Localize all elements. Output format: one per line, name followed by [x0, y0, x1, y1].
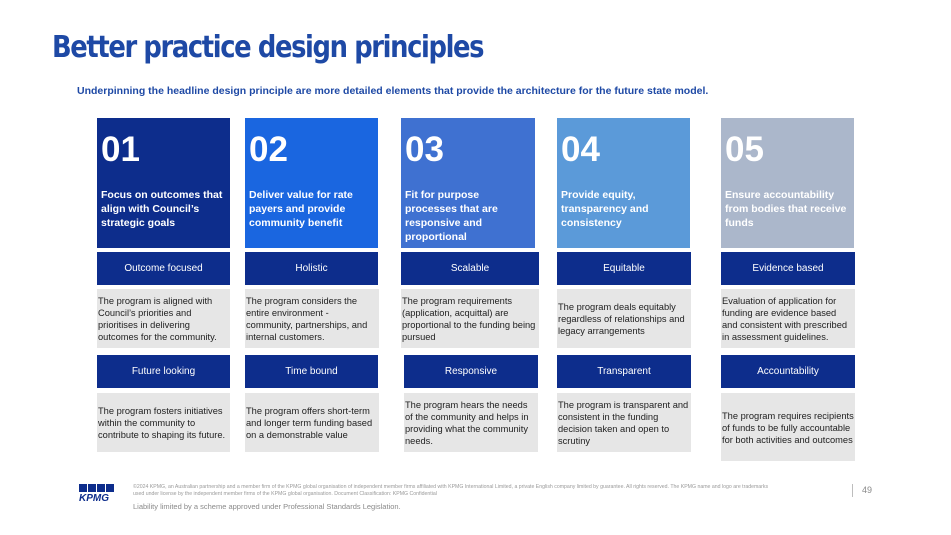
- footer-legal-text: ©2024 KPMG, an Australian partnership and a member firm of the KPMG global organisation of independent member firms affiliated with KPMG International Limited, a private English company limited by guarantee. All rights reserved. The KPMG name and logo are trademarks used under license by the independent member firms of the KPMG global organisation. Document Classification: KPMG Confidential: [133, 484, 769, 497]
- slide-subtitle: Underpinning the headline design principle are more detailed elements that provide the architecture for the future state model.: [77, 85, 709, 97]
- footer-liability-text: Liability limited by a scheme approved under Professional Standards Legislation.: [133, 502, 401, 511]
- principle-card: [721, 118, 854, 248]
- attribute-label: Evidence based: [721, 252, 855, 285]
- attribute-label: Future looking: [97, 355, 230, 388]
- kpmg-logo-text: KPMG: [79, 493, 109, 503]
- attribute-description: The program considers the entire environment - community, partnerships, and internal customers.: [245, 289, 379, 348]
- attribute-label: Outcome focused: [97, 252, 230, 285]
- principle-number: 02: [249, 130, 288, 169]
- attribute-description: The program is transparent and consistent in the funding decision taken and open to scrutiny: [557, 393, 691, 452]
- page-number: 49: [862, 485, 873, 495]
- principle-card: [245, 118, 378, 248]
- attribute-label: Transparent: [557, 355, 691, 388]
- principle-text: Provide equity, transparency and consistency: [561, 189, 649, 229]
- kpmg-logo-icon: [78, 484, 116, 503]
- attribute-label: Responsive: [404, 355, 538, 388]
- principle-card: [557, 118, 690, 248]
- attribute-label: Equitable: [557, 252, 691, 285]
- attribute-description: The program is aligned with Council’s priorities and prioritises in delivering outcomes for the community.: [97, 289, 230, 348]
- attribute-label: Accountability: [721, 355, 855, 388]
- attribute-label: Holistic: [245, 252, 378, 285]
- attribute-description: The program requirements (application, acquittal) are proportional to the funding being pursued: [401, 289, 539, 348]
- principle-number: 01: [101, 130, 140, 169]
- principle-text: Fit for purpose processes that are responsive and proportional: [405, 189, 498, 243]
- principle-text: Focus on outcomes that align with Council’s strategic goals: [101, 189, 223, 229]
- attribute-description: Evaluation of application for funding are evidence based and consistent with prescribed in assessment guidelines.: [721, 289, 855, 348]
- attribute-description: The program requires recipients of funds to be fully accountable for both activities and outcomes: [721, 393, 855, 461]
- page-number-divider: [852, 484, 853, 497]
- attribute-label: Scalable: [401, 252, 539, 285]
- attribute-description: The program offers short-term and longer term funding based on a demonstrable value: [245, 393, 379, 452]
- attribute-description: The program fosters initiatives within the community to contribute to shaping its future.: [97, 393, 230, 452]
- principle-card: [401, 118, 535, 248]
- principle-number: 05: [725, 130, 764, 169]
- attribute-label: Time bound: [245, 355, 378, 388]
- attribute-description: The program hears the needs of the community and helps in providing what the community needs.: [404, 393, 538, 452]
- principle-number: 03: [405, 130, 444, 169]
- attribute-description: The program deals equitably regardless of relationships and legacy arrangements: [557, 289, 691, 348]
- principle-card: [97, 118, 230, 248]
- principle-text: Ensure accountability from bodies that receive funds: [725, 189, 847, 229]
- principle-text: Deliver value for rate payers and provide community benefit: [249, 189, 353, 229]
- principle-number: 04: [561, 130, 600, 169]
- slide-title: Better practice design principles: [52, 30, 484, 65]
